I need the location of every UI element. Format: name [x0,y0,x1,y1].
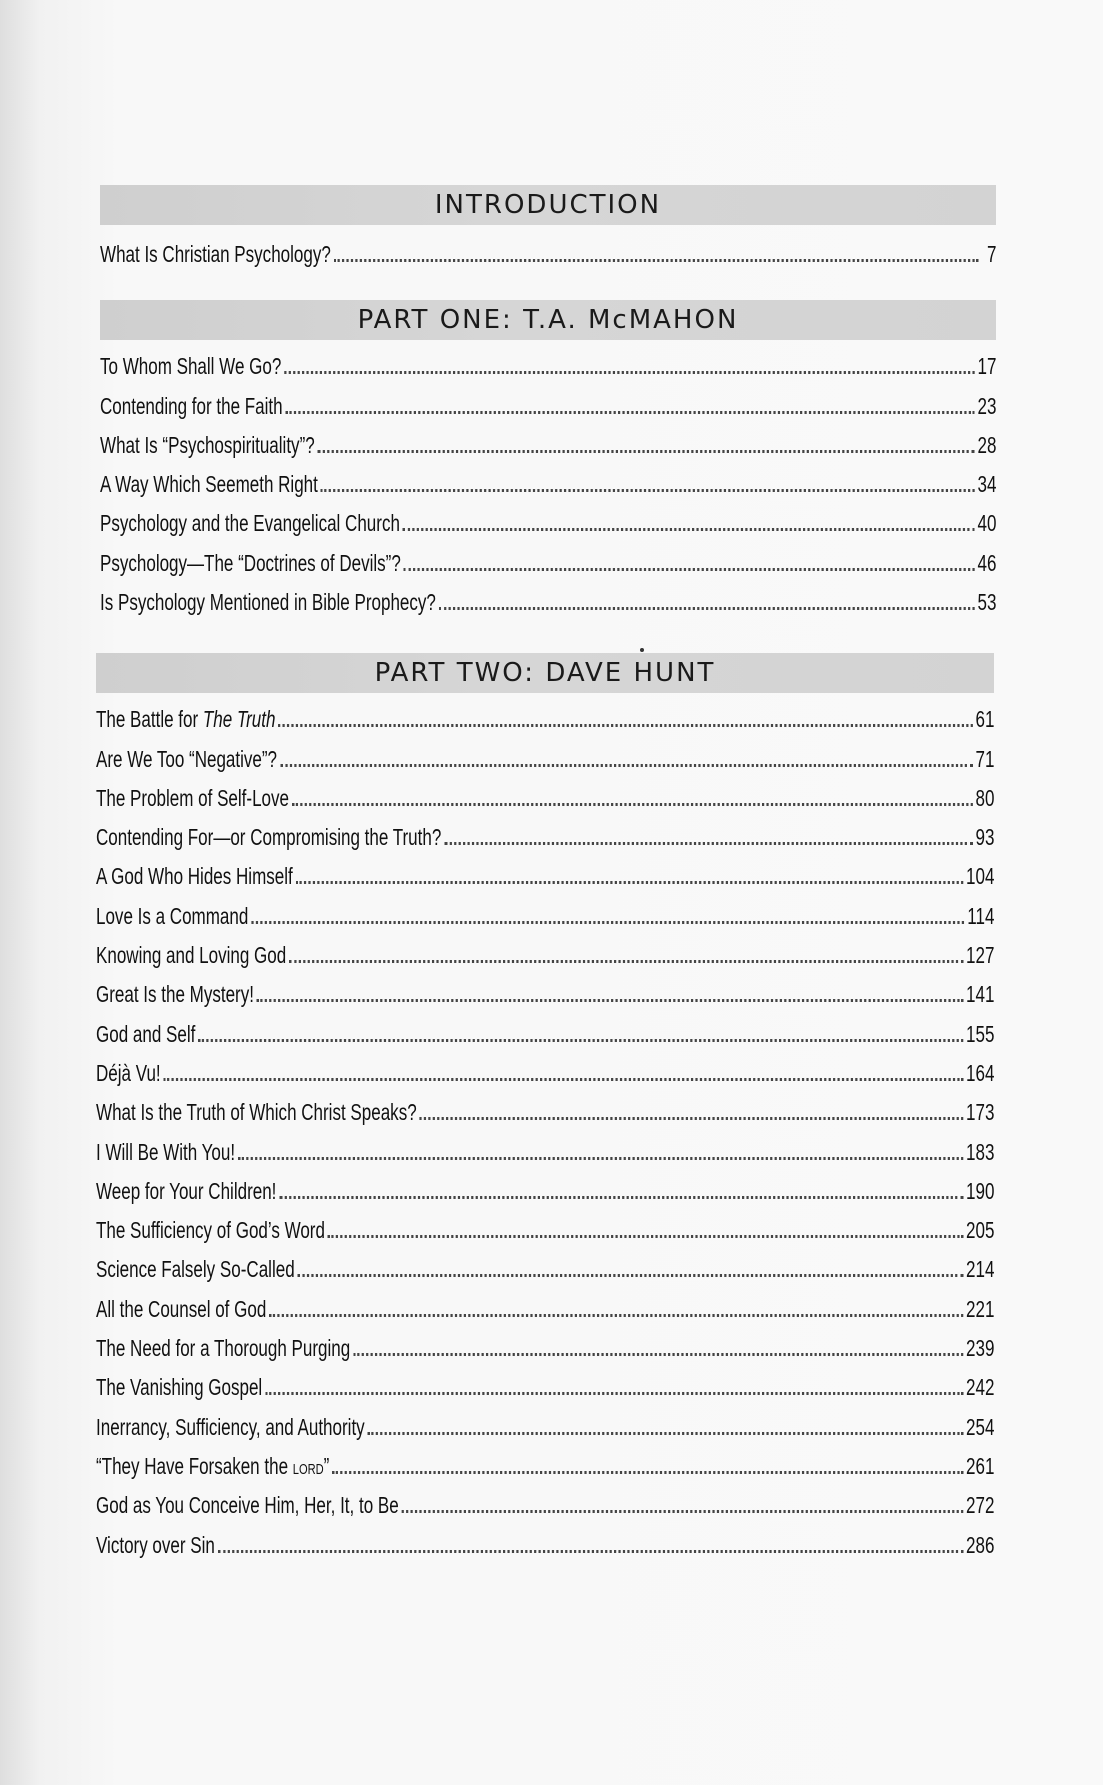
dot-leader [296,881,963,884]
entry-title: Contending For—or Compromising the Truth? [96,824,442,851]
dot-leader [402,1510,963,1513]
dot-leader [269,1314,963,1317]
entry-title: A Way Which Seemeth Right [100,471,318,498]
toc-entry [100,461,996,500]
entry-title-suffix: ” [323,1452,330,1479]
dot-leader [328,1235,963,1238]
entry-page-number: 28 [977,431,997,458]
entry-title [96,1453,329,1480]
entry-page-number: 71 [975,745,995,772]
dot-leader [265,1392,963,1395]
toc-entry [100,539,996,578]
entry-page-number: 190 [966,1177,995,1204]
entry-title-smallcaps: LORD [292,1460,324,1478]
entry-page-number: 155 [966,1020,995,1047]
toc-entry [96,1443,994,1482]
toc-entry [96,775,994,814]
toc-entry [100,579,996,618]
toc-entry [96,735,994,774]
entry-title: Victory over Sin [96,1531,215,1558]
entry-page-number: 104 [966,863,995,890]
entry-page-number: 183 [966,1138,995,1165]
toc-entry [96,1403,994,1442]
toc-entry [96,1482,994,1521]
entry-title: Contending for the Faith [100,392,283,419]
entry-page-number: 286 [966,1531,995,1558]
entry-title: What Is the Truth of Which Christ Speaks? [96,1099,417,1126]
dot-leader [420,1117,963,1120]
toc-entry [96,1207,994,1246]
entry-page-number: 23 [977,392,997,419]
entry-page-number: 34 [977,471,997,498]
entry-page-number: 40 [977,510,997,537]
dot-leader [238,1157,963,1160]
dot-leader [444,842,972,845]
entry-page-number: 164 [966,1059,995,1086]
toc-entry [100,382,996,421]
dot-leader [404,568,975,571]
toc-entry [96,1168,994,1207]
section-introduction [100,185,996,270]
dot-leader [298,1274,963,1277]
entry-title: Is Psychology Mentioned in Bible Prophecy? [100,589,436,616]
entry-title: God as You Conceive Him, Her, It, to Be [96,1492,399,1519]
dot-leader [353,1353,963,1356]
entry-page-number: 242 [966,1374,995,1401]
entry-title: Love Is a Command [96,902,249,929]
entry-page-number: 61 [975,706,995,733]
dot-leader [251,921,964,924]
entry-page-number: 141 [966,981,995,1008]
entry-title: Weep for Your Children! [96,1177,277,1204]
entry-title: The Sufficiency of God’s Word [96,1217,325,1244]
toc-entry [96,1364,994,1403]
entry-page-number: 272 [966,1492,995,1519]
dot-leader [289,960,963,963]
section-heading: PART ONE: T.A. McMAHON [100,300,996,340]
toc-entry [96,1089,994,1128]
entry-page-number: 17 [977,353,997,380]
dot-leader [368,1432,963,1435]
entry-title: Are We Too “Negative”? [96,745,278,772]
toc-entry [96,853,994,892]
entry-page-number: 261 [966,1452,995,1479]
dot-leader [164,1078,963,1081]
toc-entry [96,971,994,1010]
entry-title: Psychology—The “Doctrines of Devils”? [100,549,401,576]
dot-leader [334,259,979,262]
dot-leader [321,489,975,492]
section-heading: INTRODUCTION [100,185,996,225]
toc-entry [96,892,994,931]
entry-page-number: 93 [975,824,995,851]
entry-list [96,696,994,1561]
entry-title: Knowing and Loving God [96,942,287,969]
dot-leader [284,371,974,374]
entry-title-prefix: The Battle for [96,706,203,733]
entry-page-number: 254 [966,1413,995,1440]
dot-leader [439,607,975,610]
toc-entry [96,932,994,971]
toc-entry [100,343,996,382]
dot-leader [280,764,973,767]
entry-title: The Problem of Self-Love [96,784,289,811]
toc-entry [96,1050,994,1089]
toc-entry [96,814,994,853]
toc-entry [96,1128,994,1167]
entry-page-number: 127 [966,942,995,969]
print-speck [640,648,644,652]
entry-page-number: 7 [986,241,997,267]
dot-leader [292,803,973,806]
dot-leader [403,528,975,531]
entry-page-number: 221 [966,1295,995,1322]
entry-title: The Vanishing Gospel [96,1374,263,1401]
entry-title: All the Counsel of God [96,1295,267,1322]
dot-leader [318,450,975,453]
dot-leader [218,1550,963,1553]
toc-entry [96,1285,994,1324]
entry-title: God and Self [96,1020,196,1047]
entry-page-number: 214 [966,1256,995,1283]
toc-entry [96,1325,994,1364]
section-part-two [96,653,994,1561]
entry-page-number: 80 [975,784,995,811]
dot-leader [332,1471,963,1474]
entry-page-number: 114 [967,902,995,929]
section-heading: PART TWO: DAVE HUNT [96,653,994,693]
entry-title: To Whom Shall We Go? [100,353,282,380]
toc-entry [100,422,996,461]
toc-entry [96,1246,994,1285]
dot-leader [279,1196,963,1199]
entry-list [100,343,996,618]
entry-title [96,706,275,733]
entry-title-prefix: “They Have Forsaken the [96,1452,293,1479]
toc-entry [96,696,994,735]
entry-title: A God Who Hides Himself [96,863,293,890]
entry-title: The Need for a Thorough Purging [96,1335,351,1362]
entry-title: Great Is the Mystery! [96,981,254,1008]
dot-leader [257,999,963,1002]
entry-page-number: 205 [966,1217,995,1244]
entry-page-number: 53 [977,589,997,616]
dot-leader [278,724,972,727]
entry-title: Déjà Vu! [96,1059,161,1086]
toc-entry [96,1521,994,1560]
dot-leader [286,411,975,414]
section-part-one [100,300,996,618]
entry-title: Science Falsely So-Called [96,1256,295,1283]
entry-title: Psychology and the Evangelical Church [100,510,400,537]
entry-title: What Is “Psychospirituality”? [100,431,315,458]
entry-page-number: 239 [966,1335,995,1362]
toc-entry [100,500,996,539]
entry-title: What Is Christian Psychology? [100,241,331,267]
dot-leader [198,1039,963,1042]
entry-title: Inerrancy, Sufficiency, and Authority [96,1413,365,1440]
entry-page-number: 173 [966,1099,995,1126]
entry-title: I Will Be With You! [96,1138,236,1165]
entry-list [100,228,996,270]
entry-page-number: 46 [977,549,997,576]
toc-entry [96,1010,994,1049]
toc-entry [100,228,996,270]
entry-title-italic: The Truth [202,706,276,733]
